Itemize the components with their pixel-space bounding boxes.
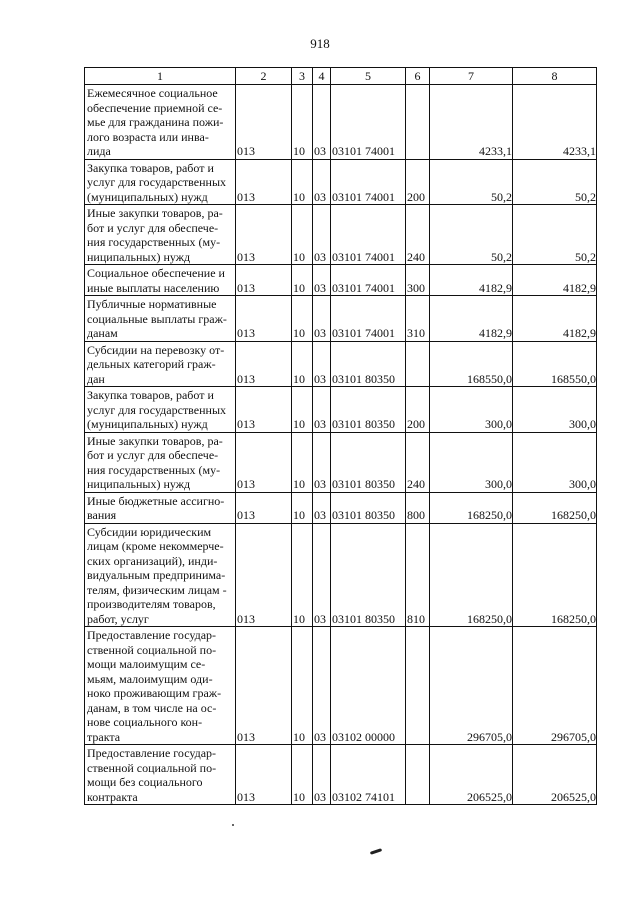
row-name-line: мье для гражданина пожи- — [87, 115, 224, 129]
admin-code-cell: 013 — [236, 265, 292, 296]
row-name-line: обеспечение приемной се- — [87, 100, 223, 115]
expense-type-cell: 200 — [406, 387, 430, 433]
row-name-cell — [85, 387, 236, 433]
row-name-line: ственной социальной по- — [87, 642, 217, 657]
row-name-line: лого возраста или инва- — [87, 129, 209, 144]
row-name-line: вания — [87, 508, 117, 522]
column-header-5: 5 — [331, 68, 406, 85]
target-article-cell: 03101 80350 — [331, 523, 406, 627]
row-name-cell — [85, 523, 236, 627]
row-name-line: Иные бюджетные ассигно- — [87, 493, 225, 508]
amount-cell: 296705,0 — [430, 627, 513, 745]
section-cell: 10 — [292, 85, 313, 160]
row-name-line: Предоставление государ- — [87, 746, 217, 760]
amount-cell: 168250,0 — [430, 492, 513, 523]
admin-code-cell: 013 — [236, 432, 292, 492]
expense-type-cell — [406, 341, 430, 387]
target-article-cell: 03102 00000 — [331, 627, 406, 745]
row-name-line: ниципальных) нужд — [87, 249, 191, 264]
row-name-line: дельных категорий граж- — [87, 357, 216, 371]
section-cell: 10 — [292, 265, 313, 296]
subsection-cell: 03 — [313, 341, 331, 387]
row-name-cell — [85, 85, 236, 160]
subsection-cell: 03 — [313, 265, 331, 296]
target-article-cell: 03101 80350 — [331, 492, 406, 523]
row-name-cell — [85, 159, 236, 205]
row-name-line: услуг для государственных — [87, 402, 227, 417]
column-header-8: 8 — [513, 68, 597, 85]
admin-code-cell: 013 — [236, 387, 292, 433]
amount-cell: 168250,0 — [430, 523, 513, 627]
admin-code-cell: 013 — [236, 205, 292, 265]
target-article-cell: 03101 80350 — [331, 387, 406, 433]
row-name-line: ских организаций), инди- — [87, 553, 218, 568]
table-row — [85, 387, 597, 433]
row-name-cell — [85, 341, 236, 387]
subsection-cell: 03 — [313, 627, 331, 745]
amount-total-cell: 168550,0 — [513, 341, 597, 387]
section-cell: 10 — [292, 627, 313, 745]
target-article-cell: 03101 74001 — [331, 85, 406, 160]
row-name-line: видуальным предпринима- — [87, 568, 226, 582]
table-row — [85, 745, 597, 805]
subsection-cell: 03 — [313, 523, 331, 627]
expense-type-cell: 240 — [406, 432, 430, 492]
section-cell: 10 — [292, 387, 313, 433]
subsection-cell: 03 — [313, 745, 331, 805]
row-name-line: Субсидии на перевозку от- — [87, 342, 225, 357]
page-number: 918 — [310, 36, 330, 51]
column-header-7: 7 — [430, 68, 513, 85]
section-cell: 10 — [292, 205, 313, 265]
amount-total-cell: 168250,0 — [513, 492, 597, 523]
row-name-line: ноко проживающим граж- — [87, 686, 222, 700]
section-cell: 10 — [292, 492, 313, 523]
amount-cell: 300,0 — [430, 432, 513, 492]
amount-cell: 300,0 — [430, 387, 513, 433]
row-name-line: телям, физическим лицам - — [87, 582, 227, 597]
row-name-line: ния государственных (му- — [87, 235, 221, 249]
section-cell: 10 — [292, 523, 313, 627]
table-row — [85, 523, 597, 627]
row-name-line: тракта — [87, 729, 121, 744]
row-name-cell — [85, 296, 236, 342]
table-row — [85, 265, 597, 296]
admin-code-cell: 013 — [236, 159, 292, 205]
section-cell: 10 — [292, 745, 313, 805]
row-name-cell — [85, 745, 236, 805]
amount-total-cell: 4182,9 — [513, 296, 597, 342]
admin-code-cell: 013 — [236, 296, 292, 342]
subsection-cell: 03 — [313, 159, 331, 205]
amount-cell: 50,2 — [430, 159, 513, 205]
row-name-line: мьям, малоимущим оди- — [87, 671, 213, 686]
amount-total-cell: 4233,1 — [513, 85, 597, 160]
row-name-line: мощи без социального — [87, 775, 203, 789]
row-name-line: работ, услуг — [87, 611, 149, 626]
column-header-1: 1 — [85, 68, 236, 85]
amount-total-cell: 4182,9 — [513, 265, 597, 296]
row-name-line: Социальное обеспечение и — [87, 266, 225, 280]
row-name-cell — [85, 627, 236, 745]
row-name-line: Ежемесячное социальное — [87, 86, 218, 100]
amount-total-cell: 168250,0 — [513, 523, 597, 627]
amount-cell: 4182,9 — [430, 265, 513, 296]
amount-total-cell: 296705,0 — [513, 627, 597, 745]
row-name-line: Закупка товаров, работ и — [87, 160, 214, 175]
expense-type-cell: 810 — [406, 523, 430, 627]
section-cell: 10 — [292, 159, 313, 205]
table-row — [85, 627, 597, 745]
row-name-line: ния государственных (му- — [87, 462, 221, 477]
row-name-line: услуг для государственных — [87, 175, 227, 189]
expense-type-cell — [406, 745, 430, 805]
amount-total-cell: 50,2 — [513, 205, 597, 265]
table-row — [85, 205, 597, 265]
target-article-cell: 03101 74001 — [331, 296, 406, 342]
row-name-line: дан — [87, 371, 105, 386]
row-name-line: мощи малоимущим се- — [87, 657, 206, 671]
column-header-4: 4 — [313, 68, 331, 85]
subsection-cell: 03 — [313, 296, 331, 342]
table-row — [85, 432, 597, 492]
admin-code-cell: 013 — [236, 745, 292, 805]
row-name-cell — [85, 205, 236, 265]
subsection-cell: 03 — [313, 492, 331, 523]
row-name-line: Иные закупки товаров, ра- — [87, 206, 223, 220]
amount-total-cell: 300,0 — [513, 432, 597, 492]
section-cell: 10 — [292, 341, 313, 387]
table-body — [85, 85, 597, 805]
table-row — [85, 296, 597, 342]
amount-total-cell: 300,0 — [513, 387, 597, 433]
column-header-6: 6 — [406, 68, 430, 85]
table-row — [85, 492, 597, 523]
row-name-cell — [85, 432, 236, 492]
subsection-cell: 03 — [313, 387, 331, 433]
amount-cell: 50,2 — [430, 205, 513, 265]
header-row — [85, 68, 597, 85]
amount-cell: 4233,1 — [430, 85, 513, 160]
section-cell: 10 — [292, 432, 313, 492]
admin-code-cell: 013 — [236, 523, 292, 627]
scan-speck — [232, 824, 234, 826]
row-name-line: ниципальных) нужд — [87, 477, 191, 491]
row-name-line: данам, в том числе на ос- — [87, 700, 217, 715]
section-cell: 10 — [292, 296, 313, 342]
expense-type-cell: 240 — [406, 205, 430, 265]
subsection-cell: 03 — [313, 85, 331, 160]
row-name-line: нове социального кон- — [87, 715, 203, 729]
pen-mark — [370, 848, 382, 855]
expense-type-cell: 200 — [406, 159, 430, 205]
target-article-cell: 03102 74101 — [331, 745, 406, 805]
amount-cell: 168550,0 — [430, 341, 513, 387]
expense-type-cell: 310 — [406, 296, 430, 342]
row-name-line: Субсидии юридическим — [87, 524, 212, 539]
row-name-line: производителям товаров, — [87, 597, 216, 611]
expense-type-cell — [406, 627, 430, 745]
row-name-line: Закупка товаров, работ и — [87, 388, 214, 402]
row-name-line: бот и услуг для обеспече- — [87, 220, 219, 235]
row-name-line: лида — [87, 144, 111, 158]
row-name-cell — [85, 492, 236, 523]
row-name-cell — [85, 265, 236, 296]
amount-total-cell: 206525,0 — [513, 745, 597, 805]
row-name-line: ственной социальной по- — [87, 760, 217, 775]
amount-cell: 4182,9 — [430, 296, 513, 342]
column-header-2: 2 — [236, 68, 292, 85]
amount-cell: 206525,0 — [430, 745, 513, 805]
admin-code-cell: 013 — [236, 341, 292, 387]
target-article-cell: 03101 74001 — [331, 205, 406, 265]
expense-type-cell — [406, 85, 430, 160]
row-name-line: лицам (кроме некоммерче- — [87, 539, 224, 553]
admin-code-cell: 013 — [236, 85, 292, 160]
row-name-line: данам — [87, 326, 118, 340]
expense-type-cell: 800 — [406, 492, 430, 523]
row-name-line: иные выплаты населению — [87, 280, 220, 295]
expense-type-cell: 300 — [406, 265, 430, 296]
subsection-cell: 03 — [313, 205, 331, 265]
admin-code-cell: 013 — [236, 627, 292, 745]
target-article-cell: 03101 74001 — [331, 159, 406, 205]
target-article-cell: 03101 80350 — [331, 432, 406, 492]
amount-total-cell: 50,2 — [513, 159, 597, 205]
row-name-line: Предоставление государ- — [87, 628, 217, 642]
admin-code-cell: 013 — [236, 492, 292, 523]
table-row — [85, 159, 597, 205]
row-name-line: (муниципальных) нужд — [87, 417, 208, 431]
row-name-line: (муниципальных) нужд — [87, 189, 208, 204]
row-name-line: бот и услуг для обеспече- — [87, 448, 219, 462]
row-name-line: социальные выплаты граж- — [87, 311, 227, 326]
budget-table — [84, 67, 597, 805]
target-article-cell: 03101 80350 — [331, 341, 406, 387]
column-header-3: 3 — [292, 68, 313, 85]
subsection-cell: 03 — [313, 432, 331, 492]
row-name-line: контракта — [87, 789, 138, 804]
table-row — [85, 85, 597, 160]
target-article-cell: 03101 74001 — [331, 265, 406, 296]
table-row — [85, 341, 597, 387]
row-name-line: Публичные нормативные — [87, 297, 217, 311]
row-name-line: Иные закупки товаров, ра- — [87, 433, 223, 448]
